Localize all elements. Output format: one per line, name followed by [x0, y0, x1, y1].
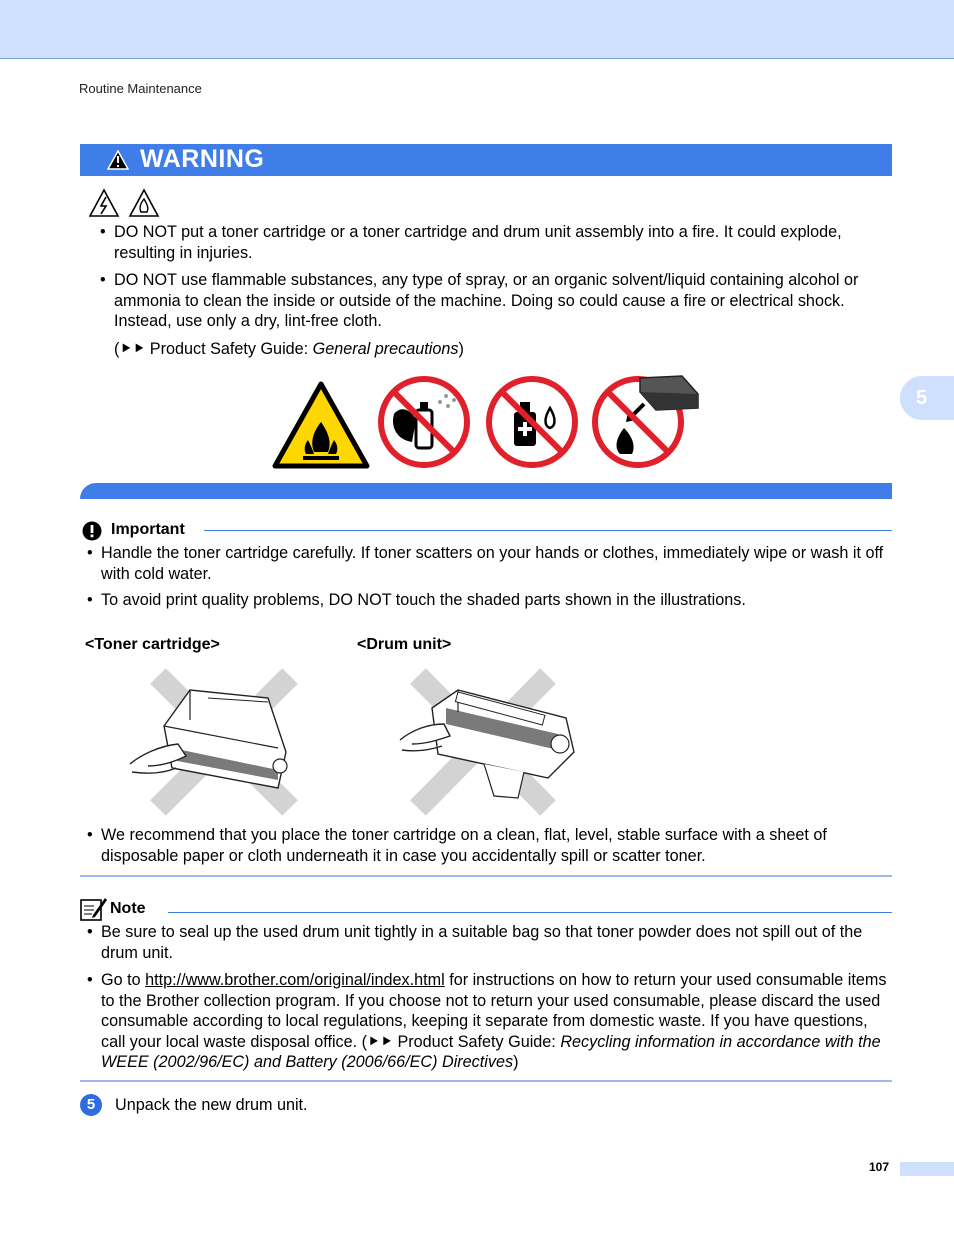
important-end-rule [80, 875, 892, 877]
note-divider [168, 912, 892, 913]
warning-triangle-icon [107, 150, 129, 170]
bullet-dot: • [87, 591, 93, 609]
bullet-dot: • [100, 271, 106, 289]
note-end-rule [80, 1080, 892, 1082]
important-bullet-1-text: Handle the toner cartridge carefully. If toner scatters on your hands or clothes, immediately wipe or wash it off with cold water. [101, 544, 884, 583]
drum-unit-illustration [398, 668, 580, 816]
note-bullet-2-ref: Product Safety Guide: [397, 1032, 561, 1051]
double-arrow-icon: ⯈⯈ [367, 1032, 393, 1051]
note-label: Note [110, 900, 146, 917]
warning-bullet-1 [100, 222, 892, 263]
important-bullet-3 [87, 825, 892, 866]
bullet-dot: • [87, 544, 93, 562]
drum-unit-caption: <Drum unit> [357, 636, 452, 653]
important-bullet-2-text: To avoid print quality problems, DO NOT touch the shaded parts shown in the illustrations. [101, 591, 746, 609]
toner-cartridge-caption: <Toner cartridge> [85, 636, 220, 653]
important-bullet-3-text: We recommend that you place the toner cartridge on a clean, flat, level, stable surface with a sheet of disposable paper or cloth underneath it in case you accidentally spill or scatter toner. [101, 826, 827, 865]
bullet-dot: • [87, 826, 93, 844]
note-bullet-2-post: for instructions on how to return your used consumable items to the Brother collection program. If you choose not to return your used consumable, please discard the used consumable according to local regulations, keeping it separate from domestic waste. If you have questions, call your local waste disposal office. ( [101, 971, 887, 1051]
important-heading [82, 520, 892, 542]
warning-end-bar [80, 483, 892, 499]
note-bullet-2-pre: Go to [101, 971, 146, 989]
step-text: Unpack the new drum unit. [115, 1096, 308, 1114]
running-header: Routine Maintenance [79, 81, 202, 96]
footer-band [900, 1162, 954, 1176]
chapter-tab [900, 376, 954, 420]
fire-hazard-icon [275, 384, 367, 466]
warning-bullet-2-text: DO NOT use flammable substances, any type of spray, or an organic solvent/liquid containing alcohol or ammonia to clean the inside or outside of the machine. Doing so could cause a fire or electrical shock. Instead, use only a dry, lint-free cloth. [114, 271, 859, 330]
note-bullet-1-text: Be sure to seal up the used drum unit tightly in a suitable bag so that toner powder does not spill out of the drum unit. [101, 923, 863, 962]
warning-bullet-2 [100, 270, 892, 332]
bullet-dot: • [100, 223, 106, 241]
warning-ref-prefix: Product Safety Guide: [149, 340, 313, 358]
toner-cartridge-illustration [128, 668, 303, 816]
safety-pictograms [270, 372, 702, 472]
warning-title: WARNING [140, 145, 265, 173]
brother-recycling-link[interactable]: http://www.brother.com/original/index.html [145, 971, 445, 989]
important-bullet-1 [87, 543, 892, 584]
note-bullet-2-italic: Recycling information in accordance with the WEEE (2002/96/EC) and Battery (2006/66/EC) Directives [101, 1032, 881, 1071]
page-number: 107 [869, 1160, 890, 1174]
bullet-dot: • [87, 923, 93, 941]
important-label: Important [111, 521, 185, 538]
warning-bullet-1-text: DO NOT put a toner cartridge or a toner cartridge and drum unit assembly into a fire. It could explode, resulting in injuries. [114, 223, 842, 262]
important-exclamation-icon [82, 521, 102, 541]
no-spray-icon [381, 379, 467, 465]
warning-ref-title: General precautions [312, 340, 459, 358]
bullet-dot: • [87, 971, 93, 989]
note-pencil-icon [80, 895, 108, 921]
top-band [0, 0, 954, 59]
important-bullet-2 [87, 590, 892, 611]
important-divider [204, 530, 892, 531]
note-bullet-2 [87, 970, 892, 1073]
chapter-number: 5 [916, 387, 928, 409]
hazard-symbols-icon [89, 188, 161, 218]
warning-reference: (⯈⯈ Product Safety Guide: General precautions) [114, 340, 464, 358]
note-bullet-1 [87, 922, 892, 963]
step-number-badge: 5 [80, 1094, 102, 1116]
no-solvent-icon [489, 379, 575, 465]
note-heading [80, 895, 892, 921]
warning-banner [80, 144, 892, 176]
note-bullet-2-close: ) [513, 1053, 519, 1071]
double-arrow-icon: ⯈⯈ [119, 340, 146, 358]
